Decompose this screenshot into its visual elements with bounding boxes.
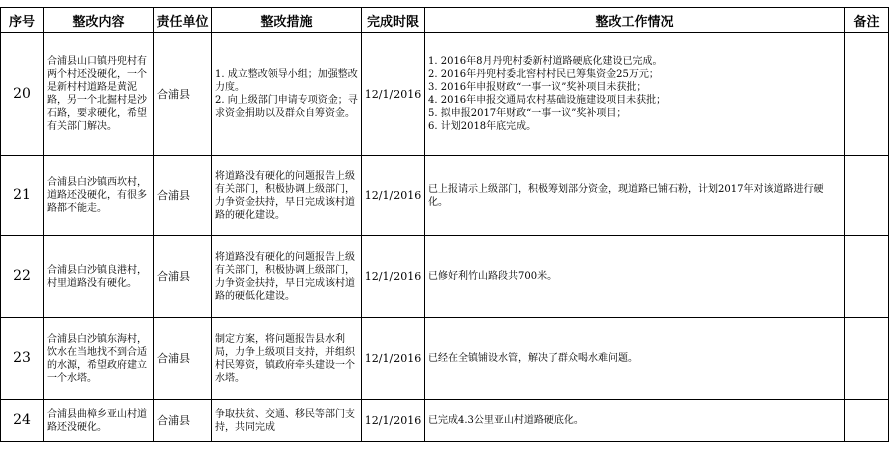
table-row: [1, 318, 889, 400]
row-content: 合浦县山口镇丹兜村有两个村还没硬化，一个是新村村道路是黄泥路，另一个北掘村是沙石路，要求硬化，希望有关部门解决。: [44, 33, 154, 156]
table-row: [1, 400, 889, 442]
row-status: 已修好利竹山路段共700米。: [425, 236, 845, 318]
row-content: 合浦县白沙镇东海村，饮水在当地找不到合适的水源，希望政府建立一个水塔。: [44, 318, 154, 400]
row-status: 已经在全镇铺设水管，解决了群众喝水难问题。: [425, 318, 845, 400]
table-row: [1, 33, 889, 156]
row-remarks: [845, 318, 889, 400]
row-measures: 将道路没有硬化的问题报告上级有关部门，积极协调上级部门，力争资金扶持，早日完成该村道路的硬化建设。: [212, 156, 362, 236]
row-seq: 21: [1, 156, 44, 236]
row-content: 合浦县白沙镇良港村，村里道路没有硬化。: [44, 236, 154, 318]
row-content: 合浦县白沙镇西坎村，道路还没硬化，有很多路都不能走。: [44, 156, 154, 236]
row-deadline: 12/1/2016: [362, 400, 425, 442]
row-measures: 将道路没有硬化的问题报告上级有关部门，积极协调上级部门，力争资金扶持，早日完成该村道路的硬低化建设。: [212, 236, 362, 318]
row-remarks: [845, 236, 889, 318]
row-seq: 24: [1, 400, 44, 442]
table-row: [1, 156, 889, 236]
row-seq: 20: [1, 33, 44, 156]
row-unit: 合浦县: [154, 400, 212, 442]
cell-line: 6. 计划2018年底完成。: [428, 121, 537, 132]
row-seq: 22: [1, 236, 44, 318]
row-status: 已上报请示上级部门，积极筹划部分资金，现道路已铺石粉，计划2017年对该道路进行硬化。: [425, 156, 845, 236]
header-row: [1, 8, 889, 33]
row-remarks: [845, 33, 889, 156]
row-unit: 合浦县: [154, 33, 212, 156]
row-unit: 合浦县: [154, 318, 212, 400]
row-unit: 合浦县: [154, 236, 212, 318]
row-remarks: [845, 156, 889, 236]
header-measures: 整改措施: [212, 8, 362, 33]
row-remarks: [845, 400, 889, 442]
row-measures: 争取扶贫、交通、移民等部门支持，共同完成: [212, 400, 362, 442]
row-measures: 制定方案，将问题报告县水利局，力争上级项目支持，并组织村民筹资，镇政府牵头建设一个水塔。: [212, 318, 362, 400]
row-content: 合浦县曲樟乡亚山村道路还没硬化。: [44, 400, 154, 442]
cell-line: 2. 向上级部门申请专项资金；寻求资金捐助以及群众自筹资金。: [215, 95, 358, 119]
row-deadline: 12/1/2016: [362, 156, 425, 236]
row-measures: [212, 33, 362, 156]
row-deadline: 12/1/2016: [362, 236, 425, 318]
row-unit: 合浦县: [154, 156, 212, 236]
header-content: 整改内容: [44, 8, 154, 33]
rectification-table: [0, 7, 889, 442]
header-seq: 序号: [1, 8, 44, 33]
row-deadline: 12/1/2016: [362, 318, 425, 400]
row-status: [425, 33, 845, 156]
header-deadline: 完成时限: [362, 8, 425, 33]
cell-line: 1. 成立整改领导小组；加强整改力度。: [215, 69, 358, 93]
cell-line: 4. 2016年申报交通局农村基础设施建设项目未获批；: [428, 95, 667, 106]
header-remarks: 备注: [845, 8, 889, 33]
cell-line: 5. 拟申报2017年财政“一事一议”奖补项目；: [428, 108, 627, 119]
header-unit: 责任单位: [154, 8, 212, 33]
row-status: 已完成4.3公里亚山村道路硬底化。: [425, 400, 845, 442]
cell-line: 2. 2016年丹兜村委北窖村村民已筹集资金25万元；: [428, 69, 659, 80]
row-deadline: 12/1/2016: [362, 33, 425, 156]
row-seq: 23: [1, 318, 44, 400]
cell-line: 3. 2016年申报财政“一事一议”奖补项目未获批；: [428, 82, 647, 93]
table-row: [1, 236, 889, 318]
header-status: 整改工作情况: [425, 8, 845, 33]
cell-line: 1. 2016年8月丹兜村委新村道路硬底化建设已完成。: [428, 56, 663, 67]
